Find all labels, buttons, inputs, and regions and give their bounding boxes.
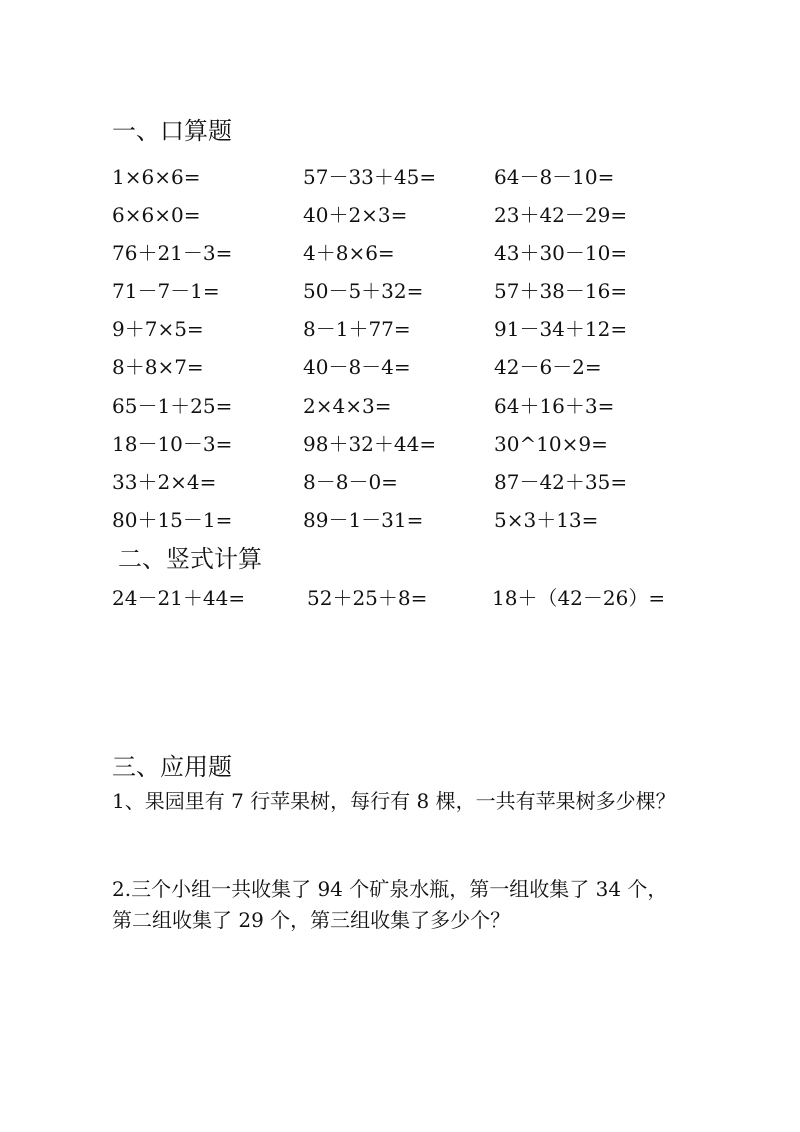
mental-math-row-10 — [112, 505, 732, 535]
mental-math-problem: 65－1＋25= — [112, 394, 233, 418]
mental-math-problem: 5×3＋13= — [494, 508, 599, 532]
mental-math-row-6 — [112, 352, 732, 382]
mental-math-problem: 98＋32＋44= — [303, 432, 437, 456]
mental-math-problem: 18－10－3= — [112, 432, 233, 456]
mental-math-problem: 76＋21－3= — [112, 241, 233, 265]
mental-math-row-7 — [112, 391, 732, 421]
mental-math-problem: 43＋30－10= — [494, 241, 628, 265]
mental-math-row-8 — [112, 429, 732, 459]
mental-math-row-5 — [112, 314, 732, 344]
mental-math-problem: 40－8－4= — [303, 355, 411, 379]
mental-math-problem: 8－8－0= — [303, 470, 398, 494]
mental-math-problem: 80＋15－1= — [112, 508, 233, 532]
mental-math-row-9 — [112, 467, 732, 497]
mental-math-problem: 57＋38－16= — [494, 279, 628, 303]
mental-math-problem: 87－42＋35= — [494, 470, 628, 494]
mental-math-problem: 64＋16＋3= — [494, 394, 615, 418]
vertical-calc-title: 二、竖式计算 — [118, 545, 262, 573]
mental-math-problem: 40＋2×3= — [303, 203, 408, 227]
mental-math-problem: 89－1－31= — [303, 508, 424, 532]
mental-math-problem: 2×4×3= — [303, 394, 392, 418]
word-problem-2-line-1: 2.三个小组一共收集了 94 个矿泉水瓶，第一组收集了 34 个， — [112, 877, 668, 901]
mental-math-problem: 23＋42－29= — [494, 203, 628, 227]
mental-math-row-4 — [112, 276, 732, 306]
mental-math-problem: 4＋8×6= — [303, 241, 395, 265]
word-problems-title: 三、应用题 — [112, 753, 232, 781]
mental-math-problem: 42－6－2= — [494, 355, 602, 379]
mental-math-problem: 30^10×9= — [494, 432, 608, 456]
mental-math-problem: 6×6×0= — [112, 203, 201, 227]
mental-math-row-3 — [112, 238, 732, 268]
mental-math-row-2 — [112, 200, 732, 230]
mental-math-problem: 8＋8×7= — [112, 355, 204, 379]
mental-math-title: 一、口算题 — [112, 117, 232, 145]
mental-math-problem: 71－7－1= — [112, 279, 220, 303]
vertical-calc-problem: 24－21＋44= — [112, 586, 246, 610]
mental-math-problem: 64－8－10= — [494, 165, 615, 189]
mental-math-problem: 33＋2×4= — [112, 470, 217, 494]
word-problem-2-line-2: 第二组收集了 29 个，第三组收集了多少个？ — [112, 908, 511, 932]
mental-math-problem: 50－5＋32= — [303, 279, 424, 303]
mental-math-problem: 91－34＋12= — [494, 317, 628, 341]
mental-math-row-1 — [112, 162, 732, 192]
vertical-calc-problem: 18＋（42－26）= — [492, 586, 666, 610]
vertical-calc-row — [112, 583, 732, 613]
vertical-calc-problem: 52＋25＋8= — [307, 586, 428, 610]
mental-math-problem: 8－1＋77= — [303, 317, 411, 341]
word-problem-1: 1、果园里有 7 行苹果树，每行有 8 棵，一共有苹果树多少棵？ — [112, 789, 676, 813]
mental-math-problem: 9＋7×5= — [112, 317, 204, 341]
mental-math-problem: 57－33＋45= — [303, 165, 437, 189]
mental-math-problem: 1×6×6= — [112, 165, 201, 189]
